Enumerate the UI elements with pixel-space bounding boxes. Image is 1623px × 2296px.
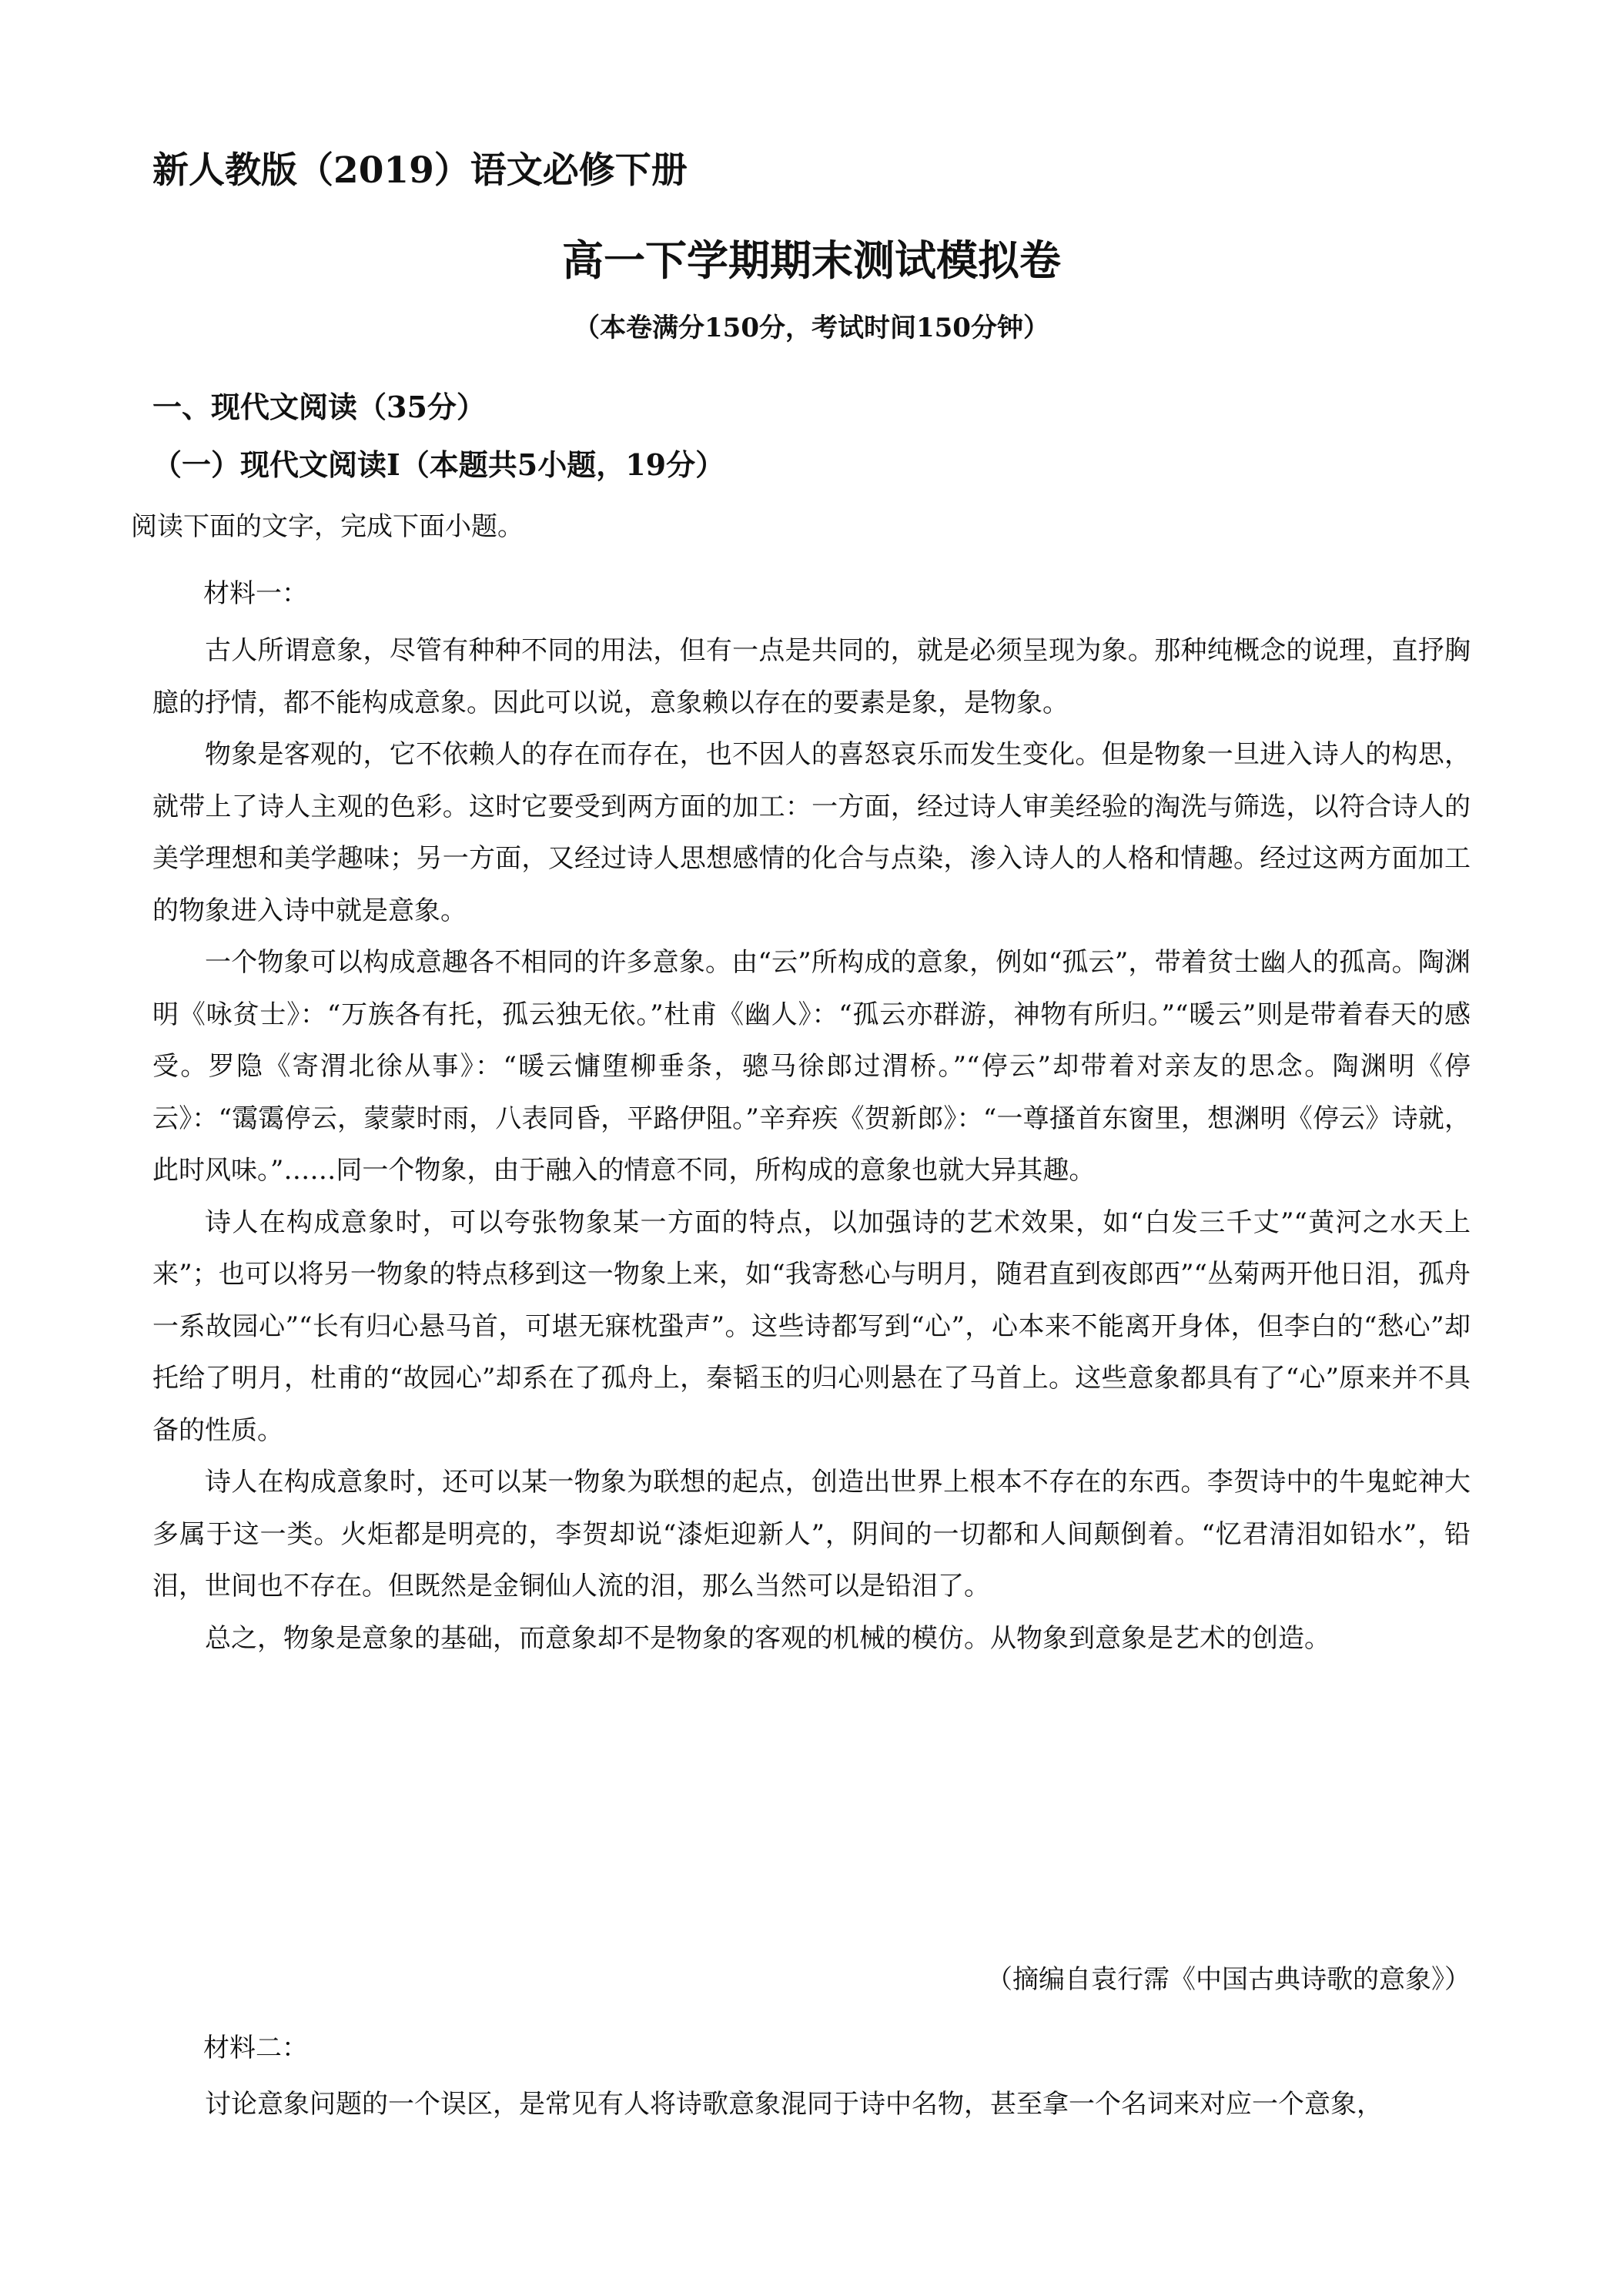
material-1-label: 材料一： bbox=[203, 578, 308, 609]
paragraph: 诗人在构成意象时，可以夸张物象某一方面的特点，以加强诗的艺术效果，如“白发三千丈”“黄河之水天上来”；也可以将另一物象的特点移到这一物象上来，如“我寄愁心与明月，随君直到夜郎西”“丛菊两开他日泪，孤舟一系故园心”“长有归心悬马首，可堪无寐枕蛩声”。这些诗都写到“心”，心本来不能离开身体，但李白的“愁心”却托给了明月，杜甫的“故园心”却系在了孤舟上，秦韬玉的归心则悬在了马首上。这些意象都具有了“心”原来并不具备的性质。 bbox=[152, 1207, 1471, 1446]
paragraph: 一个物象可以构成意趣各不相同的许多意象。由“云”所构成的意象，例如“孤云”，带着贫士幽人的孤高。陶渊明《咏贫士》：“万族各有托，孤云独无依。”杜甫《幽人》：“孤云亦群游，神物有所归。”“暖云”则是带着春天的感受。罗隐《寄渭北徐从事》：“暖云慵堕柳垂条，骢马徐郎过渭桥。”“停云”却带着对亲友的思念。陶渊明《停云》：“霭霭停云，蒙蒙时雨，八表同昏，平路伊阻。”辛弃疾《贺新郎》：“一尊搔首东窗里，想渊明《停云》诗就，此时风味。”……同一个物象，由于融入的情意不同，所构成的意象也就大异其趣。 bbox=[152, 947, 1471, 1186]
paragraph: 总之，物象是意象的基础，而意象却不是物象的客观的机械的模仿。从物象到意象是艺术的创造。 bbox=[205, 1622, 1330, 1654]
exam-info: （本卷满分150分，考试时间150分钟） bbox=[574, 313, 1049, 343]
paragraph: 讨论意象问题的一个误区，是常见有人将诗歌意象混同于诗中名物，甚至拿一个名词来对应一个意象， bbox=[205, 2089, 1383, 2120]
material-2-body bbox=[152, 2079, 1471, 2131]
material-2-label: 材料二： bbox=[203, 2033, 308, 2063]
material-1-source: （摘编自袁行霈《中国古典诗歌的意象》） bbox=[986, 1964, 1471, 1995]
material-1-body bbox=[152, 625, 1471, 1665]
textbook-header: 新人教版（2019）语文必修下册 bbox=[152, 149, 688, 192]
page-title: 高一下学期期末测试模拟卷 bbox=[562, 236, 1061, 285]
paragraph: 物象是客观的，它不依赖人的存在而存在，也不因人的喜怒哀乐而发生变化。但是物象一旦进入诗人的构思，就带上了诗人主观的色彩。这时它要受到两方面的加工：一方面，经过诗人审美经验的淘洗与筛选，以符合诗人的美学理想和美学趣味；另一方面，又经过诗人思想感情的化合与点染，渗入诗人的人格和情趣。经过这两方面加工的物象进入诗中就是意象。 bbox=[152, 739, 1471, 926]
paragraph: 诗人在构成意象时，还可以某一物象为联想的起点，创造出世界上根本不存在的东西。李贺诗中的牛鬼蛇神大多属于这一类。火炬都是明亮的，李贺却说“漆炬迎新人”，阴间的一切都和人间颠倒着。“忆君清泪如铅水”，铅泪，世间也不存在。但既然是金铜仙人流的泪，那么当然可以是铅泪了。 bbox=[152, 1467, 1471, 1602]
reading-instruction: 阅读下面的文字，完成下面小题。 bbox=[131, 511, 524, 542]
section-heading: 一、现代文阅读（35分） bbox=[152, 390, 486, 424]
subsection-heading: （一）现代文阅读Ⅰ（本题共5小题，19分） bbox=[152, 447, 725, 482]
paragraph: 古人所谓意象，尽管有种种不同的用法，但有一点是共同的，就是必须呈现为象。那种纯概念的说理，直抒胸臆的抒情，都不能构成意象。因此可以说，意象赖以存在的要素是象，是物象。 bbox=[152, 635, 1471, 718]
